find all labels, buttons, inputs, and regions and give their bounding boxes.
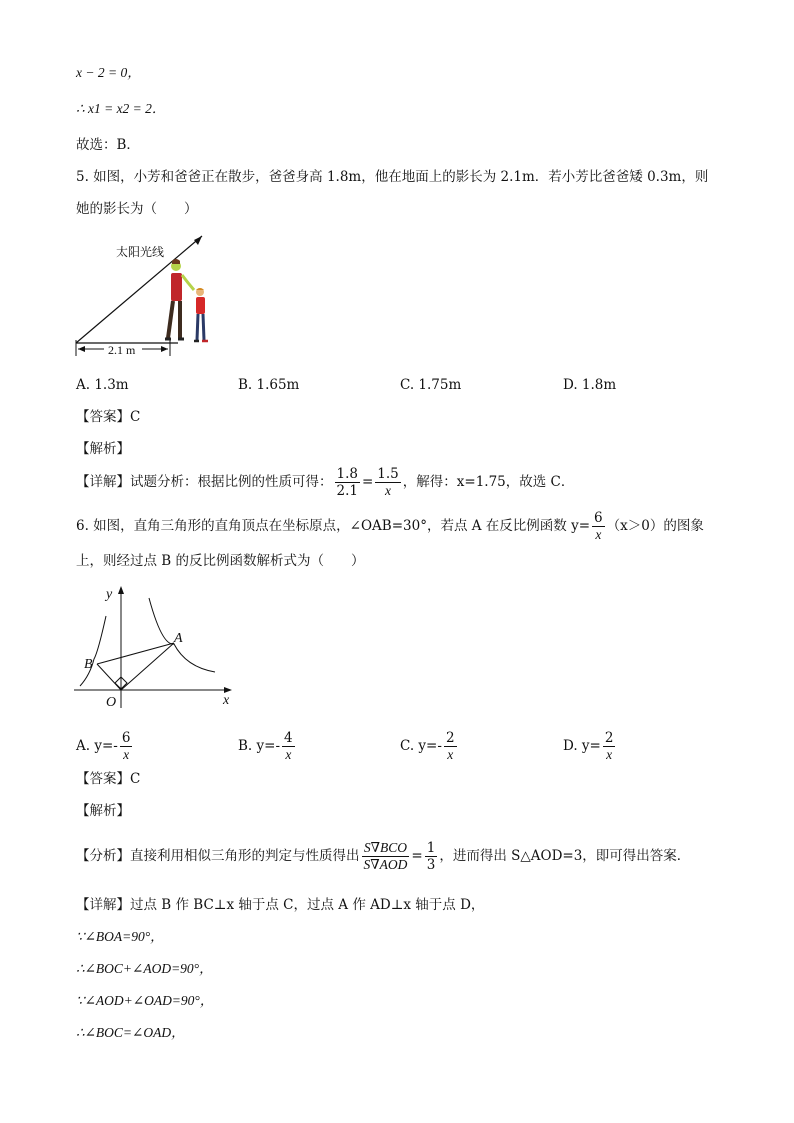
q5-answer: 【答案】C [76, 409, 141, 425]
fraction-1-5-over-x: $\frac{1.5}{x}$ [377, 466, 399, 498]
q5-analysis-heading: 【解析】 [76, 441, 130, 457]
origin-label: O [106, 695, 117, 710]
question-6-text-2: 上，则经过点 B 的反比例函数解析式为（ ） [76, 553, 365, 569]
q6-option-b: B. y=- $\frac{4}{x}$ [238, 730, 293, 762]
q6-option-d: D. y= $\frac{2}{x}$ [563, 730, 614, 762]
one-third-fraction: $\frac{1}{3}$ [426, 840, 436, 873]
q6-step-5: ∴∠BOC=∠OAD， [76, 1025, 185, 1040]
q5-detail [76, 462, 574, 502]
shadow-figure [70, 228, 220, 360]
q6-step-1: 【详解】过点 B 作 BC⊥x 轴于点 C，过点 A 作 AD⊥x 轴于点 D， [76, 897, 485, 913]
question-5-text-2: 她的影长为（ ） [76, 201, 198, 217]
q6-analysis: 【分析】直接利用相似三角形的判定与性质得出 $\frac{\text{S∇BCO}}{\text{S∇AOD}}$ = $\frac{1}{3}$ ，进而得出 S△AOD=3，即可得出答案． [76, 840, 691, 873]
length-label: 2.1 m [108, 343, 136, 357]
q5-option-a: A. 1.3m [76, 377, 129, 393]
child-figure [194, 288, 208, 341]
point-b-label: B [84, 657, 93, 672]
equation-line-2: ∴ x1 = x2 = 2． [76, 101, 166, 116]
x-axis-label: x [223, 693, 230, 708]
equals-sign: = [361, 474, 374, 490]
point-a-label: A [174, 631, 183, 646]
q6-analysis-heading: 【解析】 [76, 803, 130, 819]
fraction-6-over-x: $\frac{6}{x}$ [594, 510, 603, 542]
fraction-1-8-over-2-1: $\frac{1.8}{2.1}$ [336, 466, 358, 499]
q5-option-d: D. 1.8m [563, 377, 617, 393]
q6-step-4: ∵∠AOD+∠OAD=90°， [76, 993, 214, 1008]
q5-option-c: C. 1.75m [400, 377, 462, 393]
q6-option-c: C. y=- $\frac{2}{x}$ [400, 730, 455, 762]
y-axis-label: y [106, 587, 113, 602]
q6-answer: 【答案】C [76, 771, 141, 787]
area-ratio-fraction: $\frac{\text{S∇BCO}}{\text{S∇AOD}}$ [363, 840, 408, 872]
q6-step-2: ∵∠BOA=90°， [76, 929, 164, 944]
equation-line-1: x − 2 = 0， [76, 65, 141, 80]
q5-detail-suffix: ，解得：x=1.75，故选 C． [402, 474, 575, 490]
question-6-text-1: 6. 如图，直角三角形的直角顶点在坐标原点，∠OAB=30°，若点 A 在反比例函数 y= $\frac{6}{x}$ （x＞0）的图象 [76, 510, 704, 542]
q6-step-3: ∴∠BOC+∠AOD=90°， [76, 961, 213, 976]
coordinate-figure [70, 582, 240, 714]
q6-option-a: A. y=- $\frac{6}{x}$ [76, 730, 131, 762]
q5-detail-prefix: 【详解】试题分析：根据比例的性质可得： [76, 474, 333, 490]
q5-option-b: B. 1.65m [238, 377, 300, 393]
sun-label: 太阳光线 [116, 245, 165, 259]
father-figure [165, 259, 194, 339]
choice-line: 故选：B． [76, 137, 140, 153]
question-5-text-1: 5. 如图，小芳和爸爸正在散步，爸爸身高 1.8m，他在地面上的影长为 2.1m．若小芳比爸爸矮 0.3m，则 [76, 169, 709, 185]
